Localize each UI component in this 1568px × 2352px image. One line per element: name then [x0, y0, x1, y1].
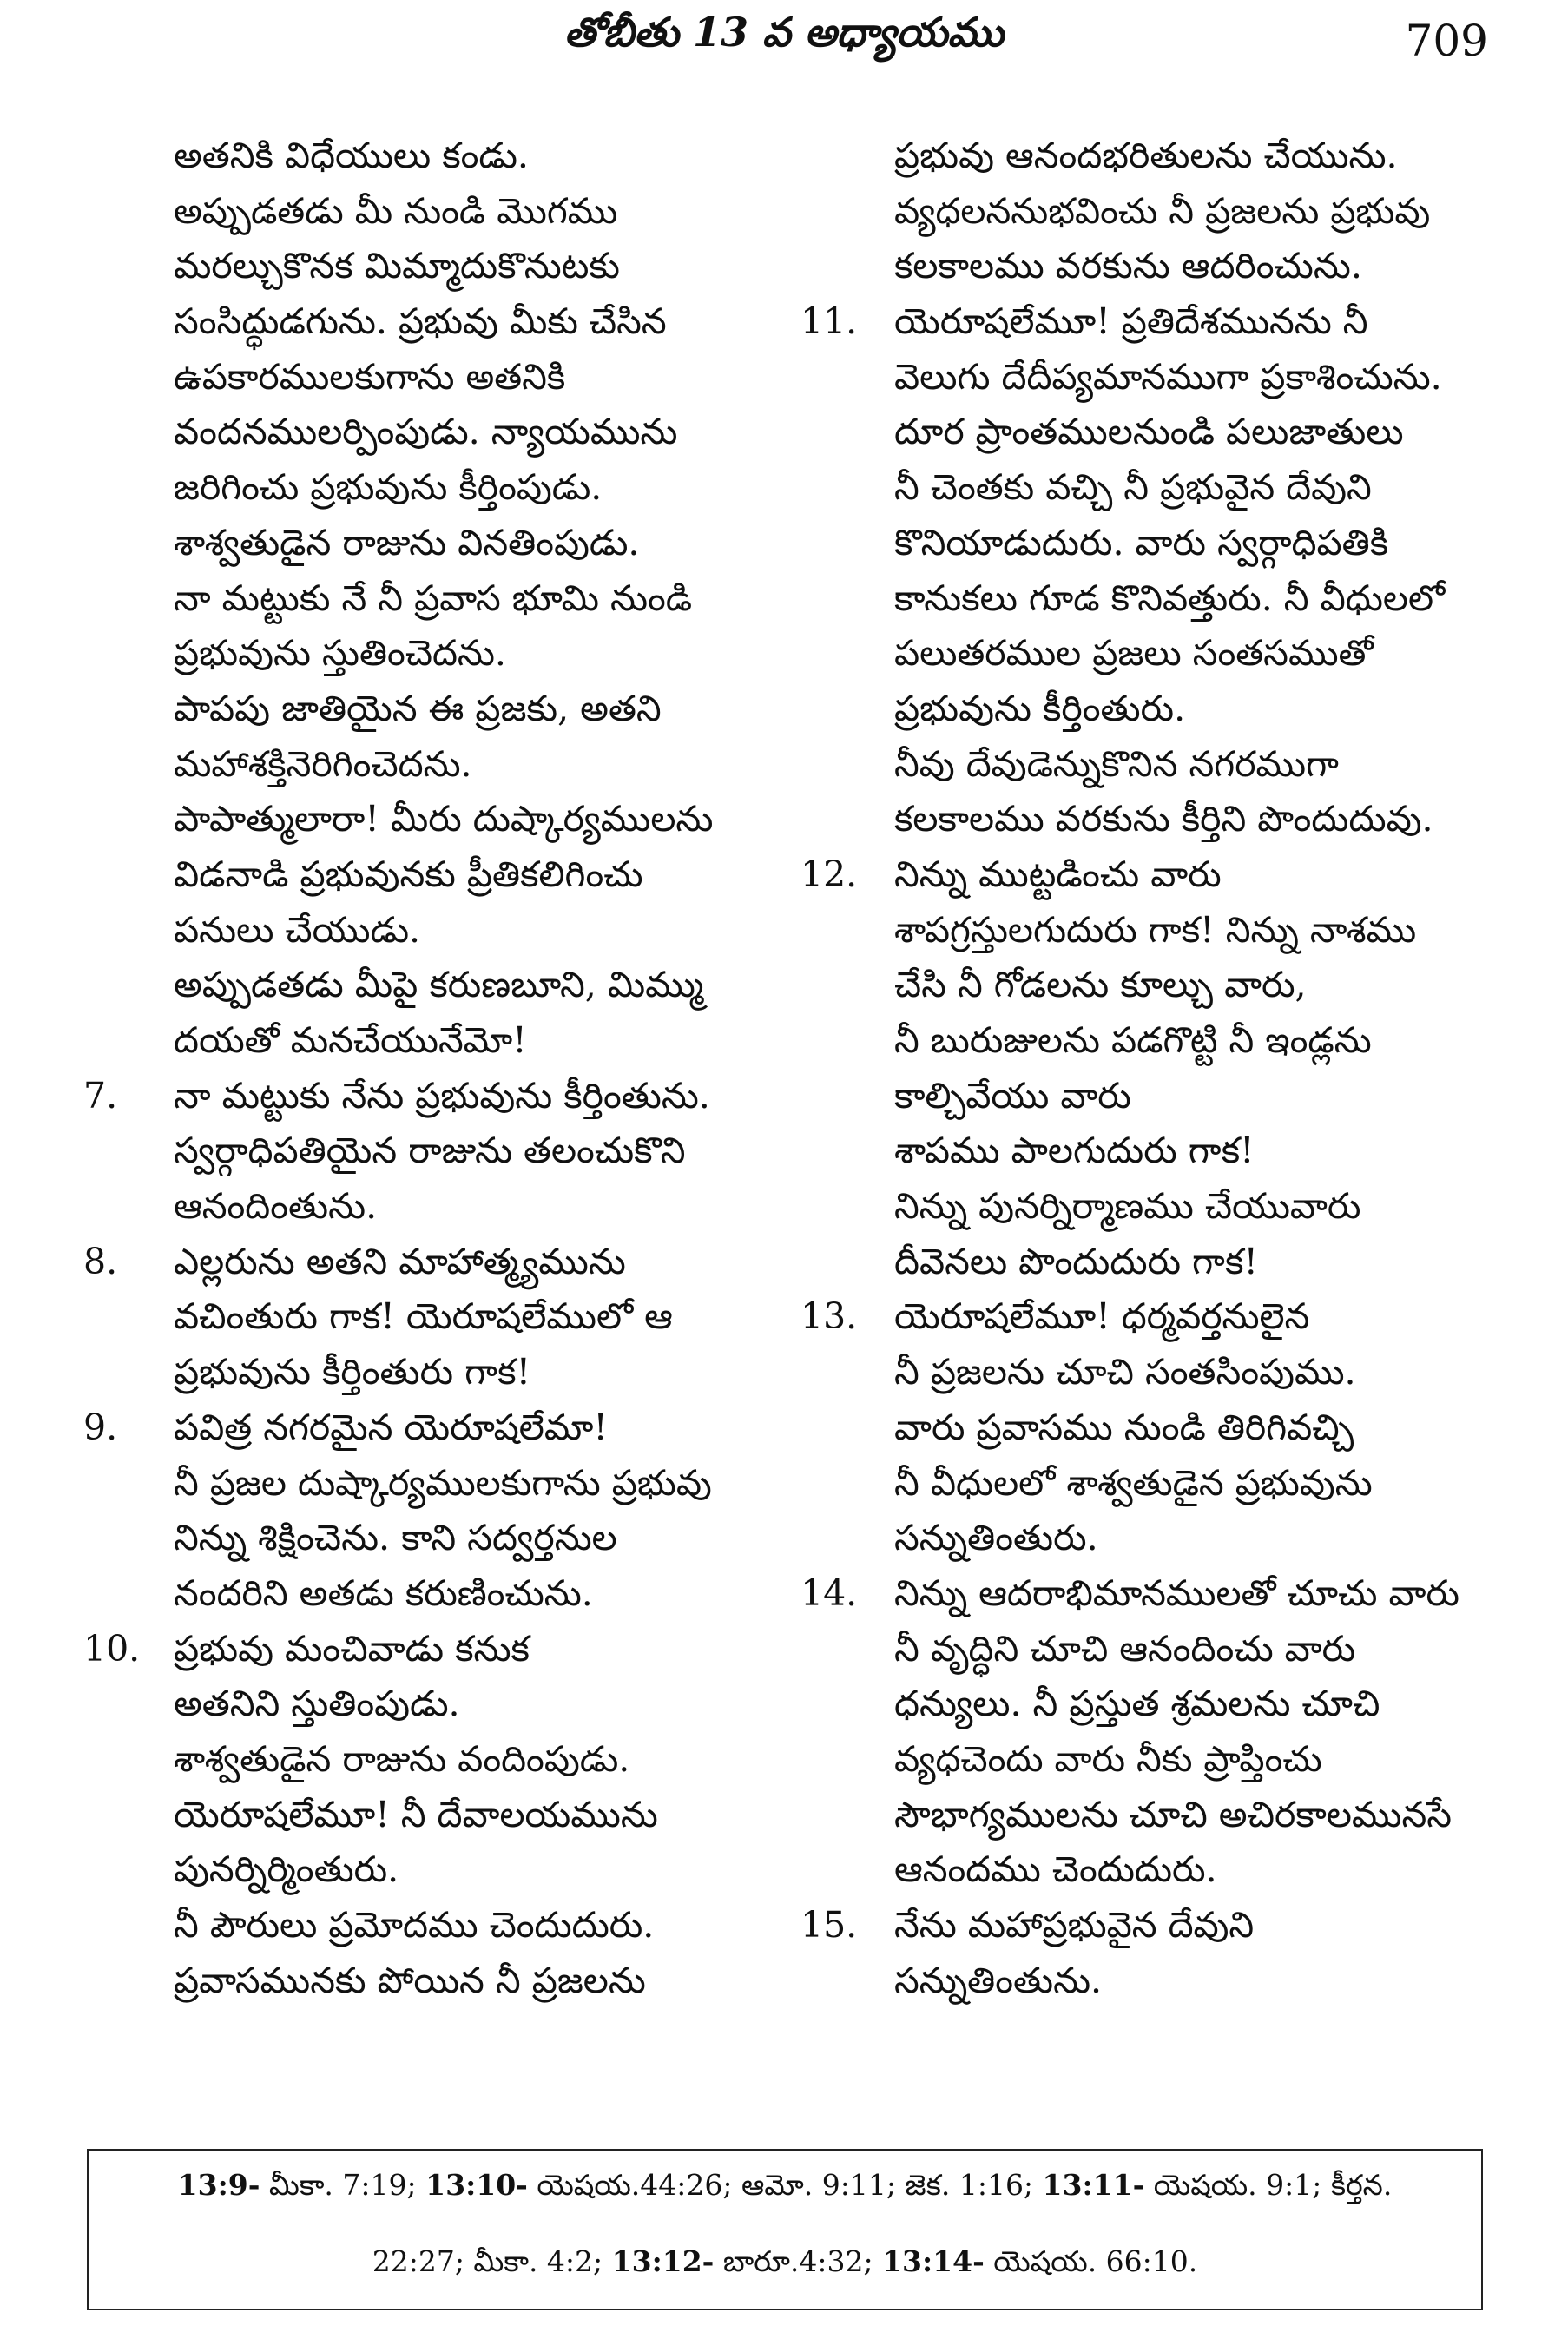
verse-line [894, 737, 1502, 793]
verse-text: స్వర్గాధిపతియైన రాజును తలంచుకొని [174, 1130, 686, 1172]
verse-text: నేను మహాప్రభువైన దేవుని [894, 1904, 1255, 1946]
verse-number: 12. [800, 853, 858, 895]
verse-line [894, 1677, 1502, 1732]
verse-text: కలకాలము వరకును కీర్తిని పొందుదువు. [894, 798, 1433, 840]
verse-line [894, 350, 1502, 405]
verse-line [174, 1289, 781, 1345]
verse-text: ఆనందింతును. [174, 1185, 378, 1228]
verse-text: అతనిని స్తుతింపుడు. [174, 1683, 460, 1725]
verse-line [894, 1069, 1502, 1124]
verse-text: వందనములర్పింపుడు. న్యాయమును [174, 411, 678, 453]
verse-line [894, 1732, 1502, 1788]
verse-text: వెలుగు దేదీప్యమానముగా ప్రకాశించును. [894, 355, 1442, 398]
verse-line [894, 903, 1502, 959]
verse-text: వారు ప్రవాసము నుండి తిరిగివచ్చి [894, 1406, 1354, 1448]
verse-line [174, 1511, 781, 1566]
verse-line [800, 1289, 1502, 1345]
verse-text: జరిగించు ప్రభువును కీర్తింపుడు. [174, 466, 603, 509]
verse-line [174, 1953, 781, 2009]
verse-line [174, 1842, 781, 1898]
footnote-citation: యెషయ.44:26; ఆమో. 9:11; జెక. 1:16; [527, 2168, 1043, 2202]
verse-line [894, 792, 1502, 847]
footnote-reference: 13:9- [177, 2168, 260, 2202]
verse-line [174, 239, 781, 294]
verse-text: ప్రవాసమునకు పోయిన నీ ప్రజలను [174, 1959, 646, 2001]
footnote-citation: మీకా. 7:19; [260, 2168, 426, 2202]
verse-line [894, 1123, 1502, 1179]
footnote-citation: యెషయ. 66:10. [984, 2244, 1198, 2278]
verse-number: 7. [83, 1074, 118, 1117]
verse-line [174, 847, 781, 903]
verse-number: 11. [800, 300, 858, 343]
verse-text: చేసి నీ గోడలను కూల్చు వారు, [894, 964, 1307, 1006]
verse-text: నిన్ను పునర్నిర్మాణము చేయువారు [894, 1185, 1361, 1228]
verse-line [174, 1732, 781, 1788]
verse-line [174, 1456, 781, 1512]
verse-text: నందరిని అతడు కరుణించును. [174, 1571, 593, 1614]
right-column [800, 128, 1502, 2008]
verse-text: ఉపకారములకుగాను అతనికి [174, 355, 566, 398]
verse-text: మహాశక్తినెరిగించెదను. [174, 742, 472, 785]
verse-line [894, 1179, 1502, 1235]
left-column [83, 128, 781, 2008]
verse-line [894, 626, 1502, 682]
verse-text: కలకాలము వరకును ఆదరించును. [894, 245, 1362, 287]
verse-text: సంసిద్ధుడగును. ప్రభువు మీకు చేసిన [174, 300, 667, 343]
verse-text: అప్పుడతడు మీపై కరుణబూని, మిమ్ము [174, 964, 704, 1006]
verse-number: 9. [83, 1406, 118, 1448]
verse-text: కానుకలు గూడ కొనివత్తురు. నీ వీధులలో [894, 576, 1446, 619]
verse-line [800, 1898, 1502, 1953]
verse-line [174, 1345, 781, 1400]
verse-line [174, 128, 781, 184]
footnote-reference: 13:10- [425, 2168, 528, 2202]
footnote-reference: 13:14- [882, 2244, 985, 2278]
verse-text: నిన్ను ముట్టడించు వారు [894, 853, 1222, 895]
verse-line [174, 460, 781, 516]
verse-line [894, 1511, 1502, 1566]
verse-text: అప్పుడతడు మీ నుండి మొగము [174, 189, 618, 232]
verse-line [174, 958, 781, 1013]
verse-line [894, 516, 1502, 571]
verse-text: దీవెనలు పొందుదురు గాక! [894, 1240, 1258, 1282]
verse-number: 13. [800, 1295, 858, 1338]
footnote-reference: 13:12- [611, 2244, 715, 2278]
verse-line [894, 682, 1502, 737]
verse-text: యెరూషలేమూ! ధర్మవర్తనులైన [894, 1295, 1310, 1338]
verse-text: పవిత్ర నగరమైన యెరూషలేమా! [174, 1406, 608, 1448]
verse-text: నిన్ను శిక్షించెను. కాని సద్వర్తనుల [174, 1517, 617, 1559]
verse-text: దూర ప్రాంతములనుండి పలుజాతులు [894, 411, 1404, 453]
verse-line [174, 1013, 781, 1069]
verse-text: నీ వృద్ధిని చూచి ఆనందించు వారు [894, 1627, 1356, 1670]
verse-text: ప్రభువు మంచివాడు కనుక [174, 1627, 530, 1670]
verse-line [174, 682, 781, 737]
verse-text: శాశ్వతుడైన రాజును వినతింపుడు. [174, 521, 640, 563]
verse-line [174, 516, 781, 571]
verse-text: ప్రభువును స్తుతించెదను. [174, 632, 506, 675]
verse-text: పాపపు జాతియైన ఈ ప్రజకు, అతని [174, 687, 662, 729]
verse-text: పాపాత్ములారా! మీరు దుష్కార్యములను [174, 798, 714, 840]
verse-line [174, 350, 781, 405]
verse-text: కాల్చివేయు వారు [894, 1074, 1131, 1117]
verse-text: నీ ప్రజల దుష్కార్యములకుగాను ప్రభువు [174, 1461, 712, 1504]
verse-line [174, 737, 781, 793]
verse-text: సౌభాగ్యములను చూచి అచిరకాలమునసే [894, 1793, 1453, 1835]
verse-text: ప్రభువు ఆనందభరితులను చేయును. [894, 135, 1398, 176]
verse-text: వ్యధచెందు వారు నీకు ప్రాప్తించు [894, 1737, 1322, 1780]
footnote-citation: బారూ.4:32; [714, 2244, 883, 2278]
verse-text: యెరూషలేమూ! నీ దేవాలయమును [174, 1793, 658, 1835]
verse-line [174, 792, 781, 847]
verse-line [894, 239, 1502, 294]
verse-line [174, 1566, 781, 1622]
verse-text: పలుతరముల ప్రజలు సంతసముతో [894, 632, 1374, 675]
verse-text: నా మట్టుకు నేను ప్రభువును కీర్తింతును. [174, 1074, 710, 1117]
verse-line [894, 1788, 1502, 1843]
footnote-line-2 [89, 2244, 1481, 2285]
verse-text: ప్రభువును కీర్తింతురు గాక! [174, 1351, 531, 1393]
verse-line [894, 1235, 1502, 1290]
verse-line [174, 903, 781, 959]
verse-line [894, 1013, 1502, 1069]
verse-line [894, 460, 1502, 516]
verse-text: మరల్చుకొనక మిమ్మాదుకొనుటకు [174, 245, 620, 287]
verse-text: సన్నుతింతును. [894, 1959, 1103, 2001]
verse-text: నీవు దేవుడెన్నుకొనిన నగరముగా [894, 742, 1339, 785]
verse-text: ప్రభువును కీర్తింతురు. [894, 687, 1186, 729]
verse-text: నీ బురుజులను పడగొట్టి నీ ఇండ్లను [894, 1019, 1372, 1061]
verse-line [894, 405, 1502, 460]
verse-line [894, 1400, 1502, 1456]
verse-text: కొనియాడుదురు. వారు స్వర్గాధిపతికి [894, 521, 1389, 563]
verse-line [894, 128, 1502, 184]
verse-text: సన్నుతింతురు. [894, 1517, 1098, 1559]
verse-line [174, 294, 781, 350]
chapter-title: తోబీతు 13 వ అధ్యాయము [563, 9, 1005, 56]
page-header [0, 0, 1568, 78]
verse-text: శాపగ్రస్తులగుదురు గాక! నిన్ను నాశము [894, 908, 1417, 951]
verse-line [894, 1622, 1502, 1677]
verse-text: నీ వీధులలో శాశ్వతుడైన ప్రభువును [894, 1461, 1373, 1504]
verse-text: నీ పౌరులు ప్రమోదము చెందుదురు. [174, 1904, 655, 1946]
verse-line [800, 1566, 1502, 1622]
verse-number: 8. [83, 1240, 118, 1282]
verse-text: నీ ప్రజలను చూచి సంతసింపుము. [894, 1351, 1356, 1393]
verse-text: వ్యధలననుభవించు నీ ప్రజలను ప్రభువు [894, 189, 1431, 232]
verse-text: పునర్నిర్మింతురు. [174, 1848, 399, 1891]
verse-line [894, 571, 1502, 627]
verse-line [83, 1069, 781, 1124]
verse-text: నీ చెంతకు వచ్చి నీ ప్రభువైన దేవుని [894, 466, 1372, 509]
page-number: 709 [1405, 16, 1488, 66]
verse-line [894, 1345, 1502, 1400]
verse-text: విడనాడి ప్రభువునకు ప్రీతికలిగించు [174, 853, 643, 895]
verse-text: పనులు చేయుడు. [174, 908, 421, 951]
verse-line [174, 1179, 781, 1235]
verse-line [174, 571, 781, 627]
verse-line [174, 626, 781, 682]
footnote-reference: 13:11- [1042, 2168, 1145, 2202]
verse-text: దయతో మనచేయునేమో! [174, 1019, 527, 1061]
footnote-box [87, 2149, 1483, 2310]
verse-line [83, 1622, 781, 1677]
verse-line [800, 294, 1502, 350]
footnote-citation: యెషయ. 9:1; కీర్తన. [1144, 2168, 1393, 2202]
verse-line [894, 1456, 1502, 1512]
footnote-citation: 22:27; మీకా. 4:2; [372, 2244, 612, 2278]
verse-number: 15. [800, 1904, 858, 1946]
verse-text: యెరూషలేమూ! ప్రతిదేశమునను నీ [894, 300, 1368, 343]
verse-text: ధన్యులు. నీ ప్రస్తుత శ్రమలను చూచి [894, 1683, 1380, 1725]
verse-text: అతనికి విధేయులు కండు. [174, 135, 529, 176]
verse-line [174, 405, 781, 460]
verse-text: నిన్ను ఆదరాభిమానములతో చూచు వారు [894, 1571, 1459, 1614]
verse-line [800, 847, 1502, 903]
verse-number: 10. [83, 1627, 141, 1670]
verse-line [894, 958, 1502, 1013]
verse-line [174, 184, 781, 240]
verse-text: వచింతురు గాక! యెరూషలేములో ఆ [174, 1295, 673, 1338]
verse-line [174, 1677, 781, 1732]
verse-line [894, 1953, 1502, 2009]
verse-line [83, 1400, 781, 1456]
verse-number: 14. [800, 1571, 858, 1614]
verse-line [894, 1842, 1502, 1898]
verse-line [174, 1123, 781, 1179]
verse-text: నా మట్టుకు నే నీ ప్రవాస భూమి నుండి [174, 576, 693, 619]
verse-text: శాశ్వతుడైన రాజును వందింపుడు. [174, 1737, 630, 1780]
footnote-line-1 [89, 2168, 1481, 2209]
verse-line [174, 1788, 781, 1843]
verse-line [174, 1898, 781, 1953]
verse-text: ఎల్లరును అతని మాహాత్మ్యమును [174, 1240, 626, 1282]
verse-line [83, 1235, 781, 1290]
verse-text: ఆనందము చెందుదురు. [894, 1848, 1217, 1891]
verse-text: శాపము పాలగుదురు గాక! [894, 1130, 1255, 1172]
verse-line [894, 184, 1502, 240]
